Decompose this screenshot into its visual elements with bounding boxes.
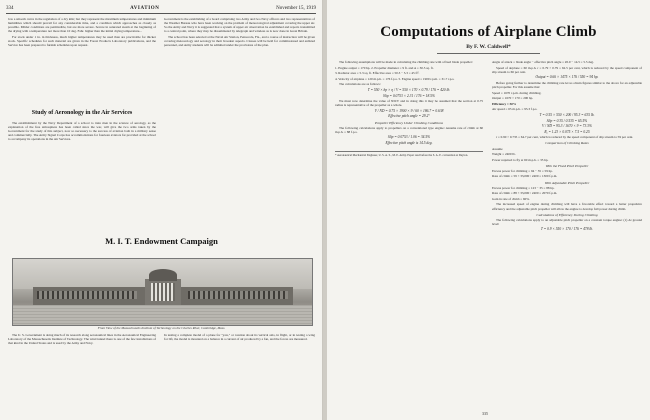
subheading: Calculations of Efficiency During Climbing: [536, 212, 598, 217]
subheading: Comparison of Climbing Rates: [545, 141, 589, 146]
calc-line: Rate of climb = 59 × 33,000 / 2400 = 1300 f.p.m.: [492, 174, 558, 179]
equation: Effective pitch angle is 14.5 deg.: [385, 140, 433, 145]
left-page-header: [6, 4, 316, 12]
paragraph: The increased speed of engine during climbing will have a favorable effect toward a better propulsive efficiency and the adjustable pitch propeller will allow the engine to develop full power during climb.: [492, 202, 642, 211]
left-column-top: [8, 17, 156, 49]
paragraph: low a smooth curve in the regulation of a dry kiln; but they represent the maximum temperatures and minimum humidities which should prevail for any considerable time, and a condition which approaches as closely as possible. Milder conditions are permissible, but are more severe. Severe in saturated steam at the beginning of the drying with a temperature not more than 10 deg. Fahr. higher than the initial drying temperature...: [8, 17, 156, 34]
assume-label: Assume: [492, 146, 503, 151]
efficiency-heading: Efficiency = 50%: [492, 101, 517, 106]
paragraph: The establishment by the Navy Department of a school to train men in the science of aerology, as the explanation of the free atmosphere has been called since the war, will give the two arms taken by the Government for the study of this subject, now so necessary to the success of aviation both in a military sense and commercially. The Army Signal Corps has accommodations for fourteen aviators far provided at the school to accompany its operations in the Air Services.: [8, 121, 156, 142]
equation: Slip = 0.0753 × 2.31 / 176 = 18.5%: [383, 93, 435, 98]
article-left-column: [335, 60, 483, 159]
assumption: 1. Engine output = 170 hp. 2. Propeller diameter = 9 ft. and A = 30.5 sq. ft.: [335, 65, 434, 70]
right-column-top: [164, 17, 315, 49]
equation: T = 550 × hp × η / V = 550 × 170 × 0.79 / 176 = 420 lb.: [367, 87, 451, 92]
paragraph: For stock under 1 in. in thickness, much higher temperatures may be used than are practicable for thicker stock. Specific schedules for such material are given in the Forest Products Laboratory publications, and the Service has been prepared to furnish schedules upon request.: [8, 34, 156, 48]
subheading: Propeller Efficiency Under Climbing Conditions: [374, 120, 444, 125]
subheading: With the Fixed Pitch Propeller: [545, 163, 589, 168]
right-page: [327, 0, 650, 420]
paragraph: The following calculations apply to an adjustable pitch propeller on a constant torque engine: (1) At ground level:: [492, 217, 642, 226]
paragraph: Speed of airplane = 60 m.p.h. r = 0.79 × 0.79 = 62.5 per cent, which is reduced by the speed component of slip stream to 66 per cent.: [492, 65, 642, 74]
calc-line: Excess power for climbing = 94 − 35 = 59 hp.: [492, 168, 553, 173]
air-speed-line: Air speed = 65 m.p.h. = 95.3 f.p.s.: [492, 107, 538, 112]
article-byline: By F. W. Caldwell*: [466, 44, 511, 50]
equation: V / ND = 0.75 × 1900 × 9 / 60 × 186.7 = 0.638: [374, 108, 444, 113]
equation: Slip = 0.35 / 0.535 = 65.5%: [546, 118, 588, 123]
section-title-aerology: Study of Aeronology in the Air Services: [31, 110, 133, 116]
calc-line: Rate of climb = 88 × 33,000 / 2400 = 2070 f.p.m.: [492, 191, 558, 196]
mit-text-left: [8, 333, 156, 347]
paragraph: r = 0.90 × 0.735 = 64.7 per cent, which is reduced by the speed component of slip stream to 59 per cent.: [496, 135, 634, 140]
calc-line: Excess power for climbing = 123 − 35 = 88 hp.: [492, 185, 555, 190]
photo-caption: Front View of the Massachusetts Institute of Technology on the Charles River, Cambridge, Mass.: [97, 326, 226, 330]
equation: Output = 0.66 × 1475 × 176 / 550 = 94 hp.: [535, 75, 599, 80]
right-page-number: 335: [482, 411, 488, 416]
paragraph: The school has been selected at the Naval Air Station, Pensacola, Fla., and a course of instruction will be given covering meteorology and aerology in their broadest aspects. Classes will be held for commissioned and enlisted personnel, and Army students will be admitted under the provisions of the plan.: [164, 34, 315, 48]
journal-title: AVIATION: [130, 5, 160, 11]
subheading: With Adjustable Pitch Propeller: [544, 180, 590, 185]
power-line: Power required to fly at 60 m.p.h. = 35 hp.: [492, 157, 549, 162]
assumption: 4. Velocity of airplane = 120 m.p.h. = 176 f.p.s. 5. Engine speed = 1900 r.p.m. = 31.7 r.p.s.: [335, 76, 455, 81]
equation: T = 0.55 × 550 × 200 / 95.3 = 635 lb.: [539, 112, 595, 117]
assumption: 3. Radiator area = 5.3 sq. ft. Effective area = 50.3 − 5.3 = 45 ft².: [335, 71, 420, 76]
equation: Slip = 0.0753 / 1.06 = 34.5%: [387, 135, 431, 140]
equation: V / ND = 95.3 / 1670 × 9 = 73.3%: [542, 124, 592, 129]
paragraph: Before going further to determine the climbing rate let us obtain figures similar to the above for an adjustable pitch propeller. For this assume that:: [492, 80, 642, 89]
paragraph: The following assumptions will be made in calculating the climbing rate with a fixed blade propeller:: [339, 60, 473, 64]
equation: T = 0.9 × 550 × 170 / 176 = 478 lb.: [540, 227, 594, 232]
article-title: Computations of Airplane Climb: [380, 24, 597, 40]
equation: Effective pitch angle = 29.2°: [388, 114, 430, 119]
mit-building-photo: [12, 258, 313, 326]
mit-text-right: [164, 333, 315, 343]
speed-line: Speed = 1670 r.p.m. during climbing.: [492, 90, 542, 95]
byline-rule: [437, 53, 540, 54]
article-right-column: [492, 60, 642, 233]
paragraph: Government is the establishing of a board comprising two Army and two Navy officers and two representatives of the Weather Bureau who have been working on the problem of meteorological adjustment covering the upper air. So the Army and Navy it is suggested that a system of upper air observation be established and reports transmitted to a central point, where they may be disseminated by telegraph and wireless as is now done in Great Britain.: [164, 17, 315, 34]
aerology-text: [8, 121, 156, 143]
paragraph: The following calculations apply to propellers on a conventional type engine: Assume rate of climb at 60 m.p.h. = 88 f.p.s.: [335, 125, 483, 134]
weight-line: Weight = 2400 lb.: [492, 152, 516, 157]
paragraph: In testing a complete model of a plane for "yaw," or rotation about its vertical axis, in flight, or in testing a wing for lift, the model is mounted on a balance in a current of air produced by a fan, and the forces are measured.: [164, 333, 315, 342]
footnote: * Aeronautical Mechanical Engineer, U. S. A. S., M. E. Army. Paper read before the S. A. E. convention at Dayton.: [335, 151, 483, 157]
paragraph: The calculations are as follows:: [339, 82, 381, 87]
paragraph: Angle of attack = blade angle − effective pitch angle = 20.0 − 14.5 = 5.5 deg.: [492, 60, 594, 64]
output-line: Output = 1670 × 170 = 200 hp.: [492, 96, 534, 101]
equation: Rₐ = 1.23 × 0.075 × 7.5 = 0.25: [544, 129, 590, 134]
paragraph: The U. S. Government is doing much of its research along aeronautical lines in the Aeronautical Engineering Laboratory of the Massachusetts Institute of Technology. The wind tunnel there is one of the few installations of that kind in the United States and is used by the Army and Navy.: [8, 333, 156, 346]
header-rule: [6, 13, 316, 14]
left-page: [0, 0, 323, 420]
issue-date: November 15, 1919: [276, 5, 316, 11]
calc-line: Gain in rate of climb = 60%.: [492, 196, 530, 201]
section-title-mit: M. I. T. Endowment Campaign: [105, 236, 218, 246]
paragraph: We must now determine the value of ND/V and in doing this it may be assumed that the section at 0.75 radius is representative of the propeller as a whole.: [335, 99, 483, 108]
page-number: 334: [6, 5, 14, 11]
